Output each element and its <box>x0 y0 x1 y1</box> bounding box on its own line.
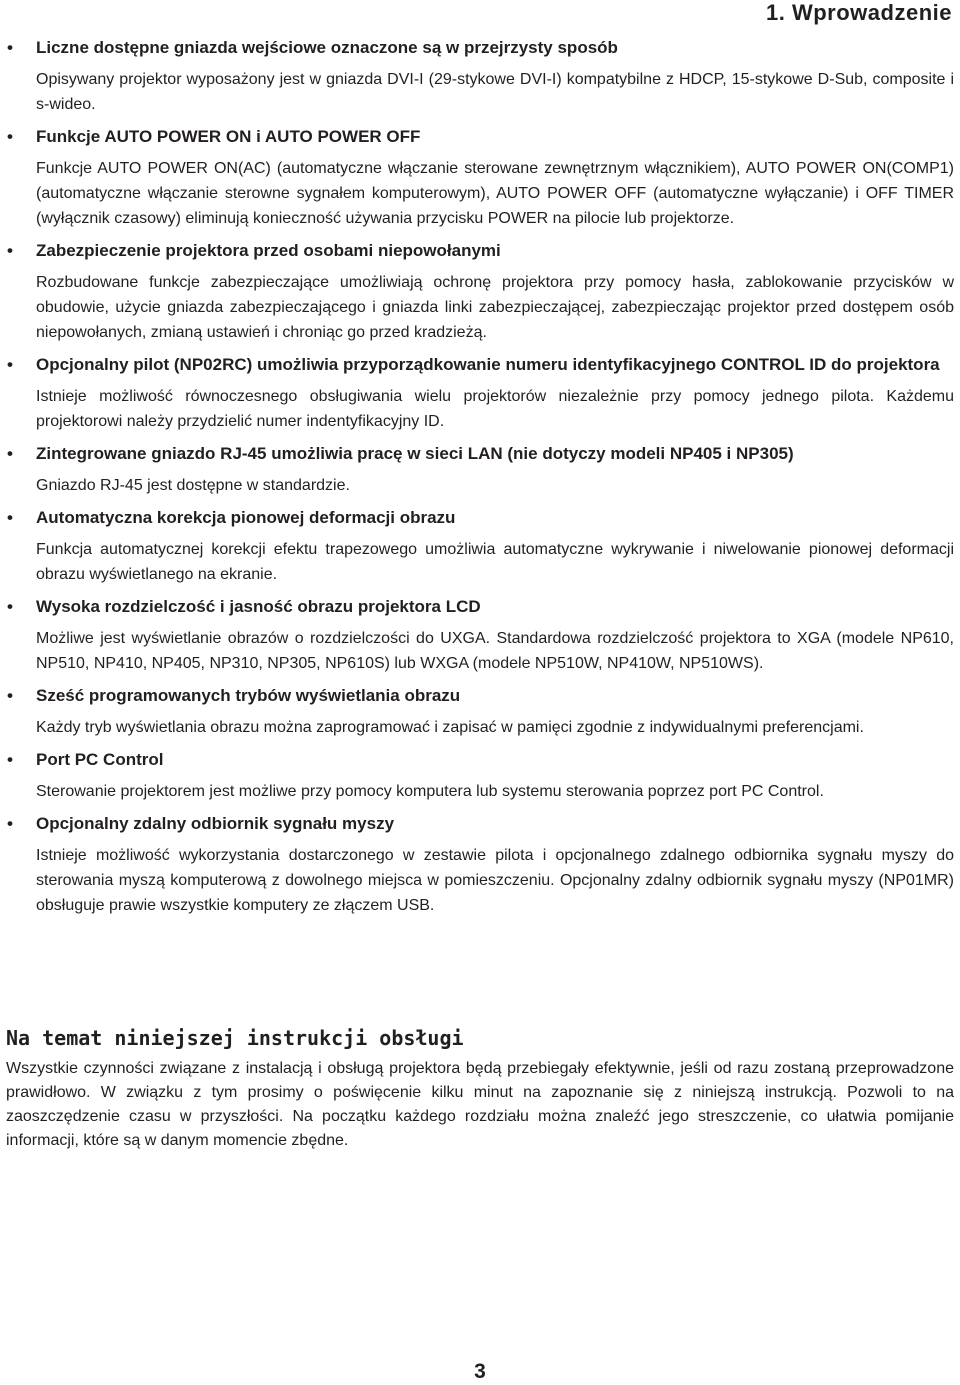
feature-description: Rozbudowane funkcje zabezpieczające umożliwiają ochronę projektora przy pomocy hasła, zablokowanie przycisków w obudowie, użycie gniazda zabezpieczającego i gniazda linki zabezpieczającej, zabezpieczając projektor przed dostępem osób niepowołanych, zmianą ustawień i chroniąc go przed kradzieżą. <box>36 274 954 341</box>
chapter-title: 1. Wprowadzenie <box>766 0 952 25</box>
feature-description: Sterowanie projektorem jest możliwe przy pomocy komputera lub systemu sterowania poprzez port PC Control. <box>36 783 824 800</box>
feature-title: Funkcje AUTO POWER ON i AUTO POWER OFF <box>36 127 421 146</box>
feature-description: Opisywany projektor wyposażony jest w gniazda DVI-I (29-stykowe DVI-I) kompatybilne z HDCP, 15-stykowe D-Sub, composite i s-wideo. <box>36 71 954 113</box>
feature-item <box>0 352 960 434</box>
feature-item <box>0 124 960 231</box>
bullet-icon: • <box>7 686 13 705</box>
section-heading: Na temat niniejszej instrukcji obsługi <box>6 1026 464 1050</box>
feature-description: Istnieje możliwość wykorzystania dostarczonego w zestawie pilota i opcjonalnego zdalnego odbiornika sygnału myszy do sterowania myszą komputerową z dowolnego miejsca w pomieszczeniu. Opcjonalny zdalny odbiornik sygnału myszy (NP01MR) obsługuje prawie wszystkie komputery ze złączem USB. <box>36 847 954 914</box>
feature-title: Sześć programowanych trybów wyświetlania obrazu <box>36 686 461 705</box>
feature-item <box>0 505 960 587</box>
feature-description: Każdy tryb wyświetlania obrazu można zaprogramować i zapisać w pamięci zgodnie z indywidualnymi preferencjami. <box>36 719 864 736</box>
page-number: 3 <box>474 1360 486 1383</box>
feature-list <box>0 35 960 918</box>
bullet-icon: • <box>7 750 13 769</box>
feature-description: Możliwe jest wyświetlanie obrazów o rozdzielczości do UXGA. Standardowa rozdzielczość projektora to XGA (modele NP610, NP510, NP410, NP405, NP310, NP305, NP610S) lub WXGA (modele NP510W, NP410W, NP510WS). <box>36 630 954 672</box>
bullet-icon: • <box>7 814 13 833</box>
bullet-icon: • <box>7 355 13 374</box>
feature-title: Zintegrowane gniazdo RJ-45 umożliwia pracę w sieci LAN (nie dotyczy modeli NP405 i NP305) <box>36 444 794 463</box>
feature-title: Port PC Control <box>36 750 164 769</box>
section-paragraph: Wszystkie czynności związane z instalacją i obsługą projektora będą przebiegały efektywnie, jeśli od razu zostaną przeprowadzone prawidłowo. W związku z tym prosimy o poświęcenie kilku minut na zapoznanie się z niniejszą instrukcją. Pozwoli to na zaoszczędzenie czasu w przyszłości. Na początku każdego rozdziału można znaleźć jego streszczenie, co ułatwia pomijanie informacji, które są w danym momencie zbędne. <box>6 1060 954 1149</box>
bullet-icon: • <box>7 38 13 57</box>
feature-title: Wysoka rozdzielczość i jasność obrazu projektora LCD <box>36 597 481 616</box>
feature-description: Funkcje AUTO POWER ON(AC) (automatyczne włączanie sterowane zewnętrznym włącznikiem), AUTO POWER ON(COMP1) (automatyczne włączanie sterowne sygnałem komputerowym), AUTO POWER OFF (automatyczne wyłączanie) i OFF TIMER (wyłącznik czasowy) eliminują konieczność używania przycisku POWER na pilocie lub projektorze. <box>36 160 954 227</box>
feature-item <box>0 811 960 918</box>
bullet-icon: • <box>7 241 13 260</box>
feature-description: Istnieje możliwość równoczesnego obsługiwania wielu projektorów niezależnie przy pomocy jednego pilota. Każdemu projektorowi należy przydzielić numer indentyfikacyjny ID. <box>36 388 954 430</box>
bullet-icon: • <box>7 597 13 616</box>
feature-title: Zabezpieczenie projektora przed osobami niepowołanymi <box>36 241 501 260</box>
bullet-icon: • <box>7 127 13 146</box>
feature-item <box>0 35 960 117</box>
bullet-icon: • <box>7 508 13 527</box>
feature-item <box>0 238 960 345</box>
manual-section <box>6 1025 954 1153</box>
feature-title: Automatyczna korekcja pionowej deformacji obrazu <box>36 508 456 527</box>
feature-item <box>0 594 960 676</box>
feature-item <box>0 747 960 804</box>
feature-item <box>0 683 960 740</box>
feature-title: Liczne dostępne gniazda wejściowe oznaczone są w przejrzysty sposób <box>36 38 618 57</box>
feature-item <box>0 441 960 498</box>
feature-title: Opcjonalny pilot (NP02RC) umożliwia przyporządkowanie numeru identyfikacyjnego CONTROL ID do projektora <box>36 355 940 374</box>
feature-description: Gniazdo RJ-45 jest dostępne w standardzie. <box>36 477 350 494</box>
feature-description: Funkcja automatycznej korekcji efektu trapezowego umożliwia automatyczne wykrywanie i niwelowanie pionowej deformacji obrazu wyświetlanego na ekranie. <box>36 541 954 583</box>
bullet-icon: • <box>7 444 13 463</box>
feature-title: Opcjonalny zdalny odbiornik sygnału myszy <box>36 814 395 833</box>
